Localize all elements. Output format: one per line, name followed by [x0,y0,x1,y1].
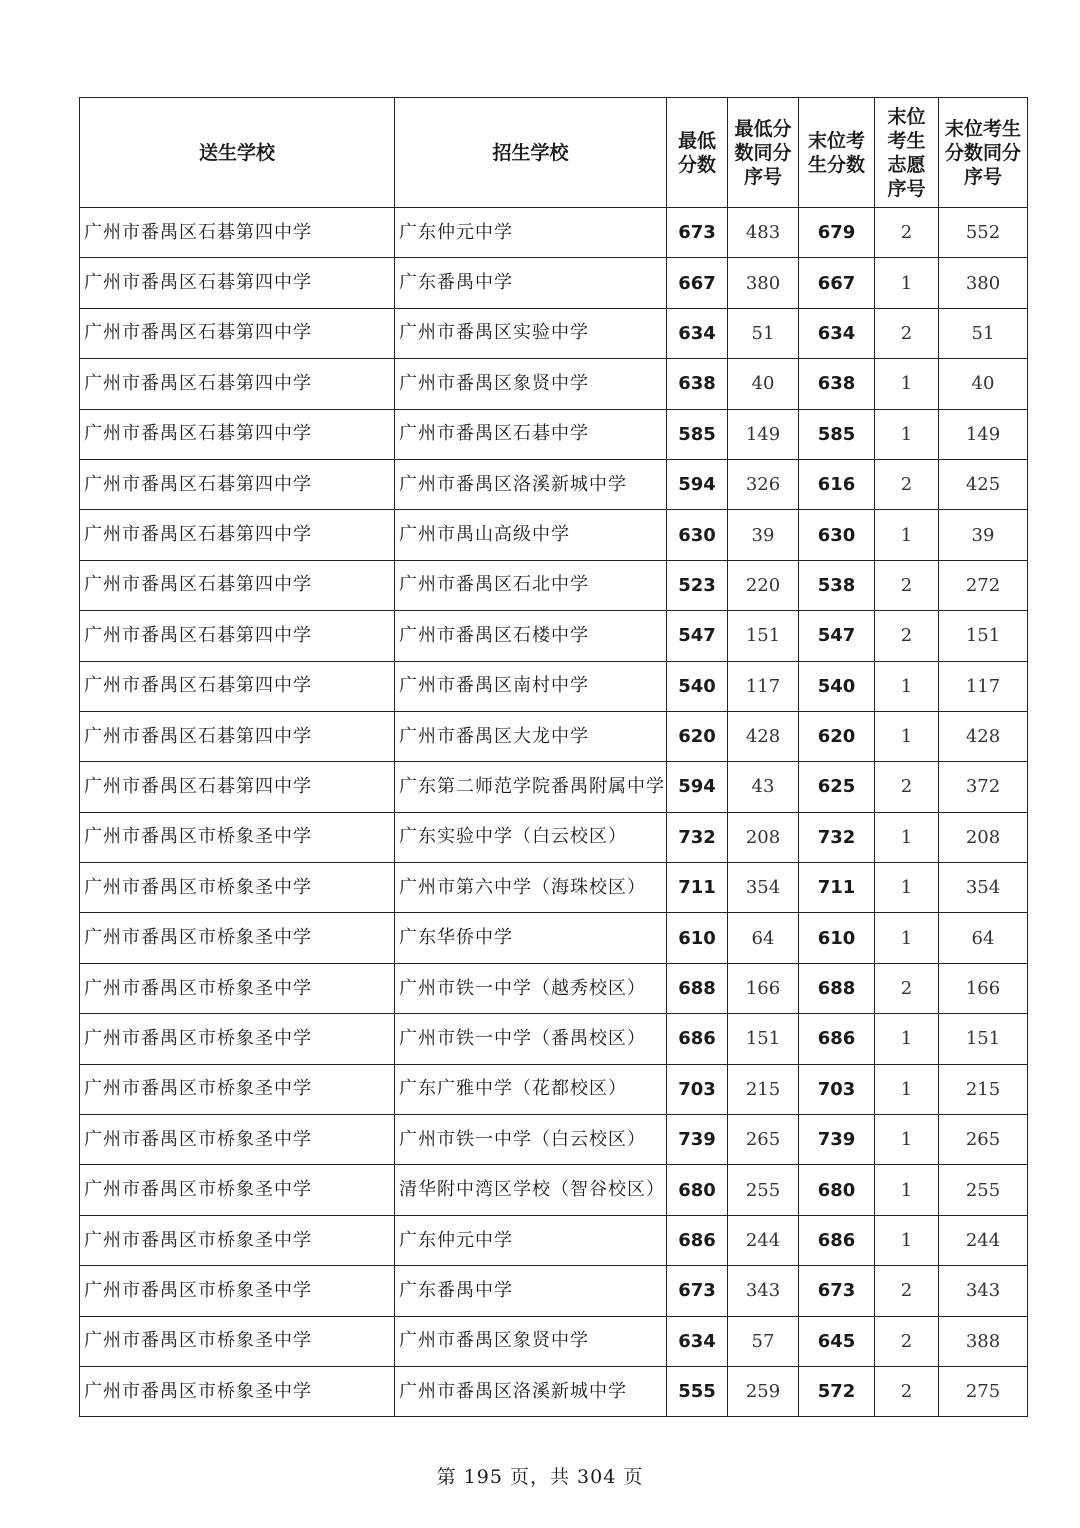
cell-last-rank: 552 [939,208,1028,258]
cell-send-school: 广州市番禺区市桥象圣中学 [80,863,395,913]
cell-last-score: 540 [799,661,875,711]
cell-last-score: 739 [799,1115,875,1165]
cell-last-rank: 354 [939,863,1028,913]
cell-last-score: 732 [799,812,875,862]
cell-last-score: 679 [799,208,875,258]
cell-min-score-rank: 380 [728,258,799,308]
cell-last-choice: 2 [875,963,939,1013]
cell-recruit-school: 广州市番禺区象贤中学 [395,359,667,409]
cell-last-rank: 149 [939,409,1028,459]
header-min-score: 最低 分数 [667,98,728,208]
cell-last-choice: 2 [875,1316,939,1366]
cell-last-choice: 1 [875,1215,939,1265]
cell-send-school: 广州市番禺区市桥象圣中学 [80,1014,395,1064]
cell-send-school: 广州市番禺区市桥象圣中学 [80,1215,395,1265]
cell-recruit-school: 广东仲元中学 [395,208,667,258]
cell-min-score-rank: 51 [728,308,799,358]
cell-last-score: 673 [799,1266,875,1316]
table-row [80,359,1028,409]
cell-last-score: 634 [799,308,875,358]
cell-min-score-rank: 57 [728,1316,799,1366]
cell-last-choice: 1 [875,359,939,409]
cell-min-score: 555 [667,1366,728,1416]
cell-last-rank: 244 [939,1215,1028,1265]
cell-last-rank: 372 [939,762,1028,812]
cell-last-score: 680 [799,1165,875,1215]
cell-recruit-school: 广州市禺山高级中学 [395,510,667,560]
cell-last-rank: 265 [939,1115,1028,1165]
cell-min-score-rank: 428 [728,711,799,761]
cell-min-score: 686 [667,1014,728,1064]
cell-min-score-rank: 255 [728,1165,799,1215]
cell-last-rank: 151 [939,611,1028,661]
cell-last-score: 630 [799,510,875,560]
cell-last-choice: 2 [875,1266,939,1316]
cell-last-rank: 215 [939,1064,1028,1114]
cell-last-choice: 2 [875,308,939,358]
header-last-choice: 末位 考生 志愿 序号 [875,98,939,208]
table-row [80,963,1028,1013]
cell-min-score: 673 [667,1266,728,1316]
cell-send-school: 广州市番禺区石碁第四中学 [80,359,395,409]
cell-last-choice: 1 [875,1165,939,1215]
cell-last-choice: 1 [875,711,939,761]
cell-min-score-rank: 215 [728,1064,799,1114]
cell-recruit-school: 广州市番禺区石楼中学 [395,611,667,661]
cell-min-score: 620 [667,711,728,761]
cell-last-choice: 2 [875,208,939,258]
cell-min-score-rank: 259 [728,1366,799,1416]
cell-last-choice: 1 [875,661,939,711]
cell-min-score-rank: 40 [728,359,799,409]
cell-last-score: 711 [799,863,875,913]
cell-min-score-rank: 354 [728,863,799,913]
cell-last-rank: 117 [939,661,1028,711]
cell-last-score: 547 [799,611,875,661]
header-last-score: 末位考 生分数 [799,98,875,208]
cell-send-school: 广州市番禺区市桥象圣中学 [80,1366,395,1416]
cell-last-choice: 1 [875,863,939,913]
cell-last-score: 638 [799,359,875,409]
cell-min-score: 711 [667,863,728,913]
table-row [80,812,1028,862]
cell-send-school: 广州市番禺区石碁第四中学 [80,560,395,610]
cell-recruit-school: 广州市番禺区洛溪新城中学 [395,1366,667,1416]
cell-min-score: 540 [667,661,728,711]
cell-min-score-rank: 208 [728,812,799,862]
header-send-school: 送生学校 [80,98,395,208]
cell-last-score: 703 [799,1064,875,1114]
cell-last-score: 572 [799,1366,875,1416]
cell-min-score: 547 [667,611,728,661]
cell-min-score: 667 [667,258,728,308]
header-min-score-rank: 最低分 数同分 序号 [728,98,799,208]
cell-last-score: 645 [799,1316,875,1366]
cell-min-score: 703 [667,1064,728,1114]
cell-send-school: 广州市番禺区市桥象圣中学 [80,1316,395,1366]
cell-min-score: 594 [667,459,728,509]
cell-send-school: 广州市番禺区市桥象圣中学 [80,1115,395,1165]
cell-last-score: 585 [799,409,875,459]
cell-recruit-school: 清华附中湾区学校（智谷校区） [395,1165,667,1215]
cell-last-rank: 380 [939,258,1028,308]
cell-send-school: 广州市番禺区石碁第四中学 [80,258,395,308]
cell-min-score-rank: 220 [728,560,799,610]
cell-min-score: 594 [667,762,728,812]
cell-min-score-rank: 39 [728,510,799,560]
table-row [80,762,1028,812]
table-row [80,459,1028,509]
cell-last-choice: 2 [875,1366,939,1416]
table-row [80,913,1028,963]
cell-recruit-school: 广东番禺中学 [395,258,667,308]
cell-send-school: 广州市番禺区市桥象圣中学 [80,812,395,862]
cell-send-school: 广州市番禺区石碁第四中学 [80,308,395,358]
cell-min-score: 610 [667,913,728,963]
cell-last-choice: 2 [875,560,939,610]
cell-recruit-school: 广州市番禺区实验中学 [395,308,667,358]
cell-recruit-school: 广东第二师范学院番禺附属中学 [395,762,667,812]
table-row [80,510,1028,560]
cell-recruit-school: 广州市番禺区洛溪新城中学 [395,459,667,509]
table-row [80,611,1028,661]
cell-min-score: 739 [667,1115,728,1165]
cell-send-school: 广州市番禺区市桥象圣中学 [80,913,395,963]
cell-last-score: 625 [799,762,875,812]
table-row [80,1115,1028,1165]
header-row [80,98,1028,208]
table-row [80,409,1028,459]
cell-last-rank: 388 [939,1316,1028,1366]
cell-last-choice: 1 [875,1014,939,1064]
table-row [80,1366,1028,1416]
table-row [80,1316,1028,1366]
header-recruit-school: 招生学校 [395,98,667,208]
cell-last-rank: 208 [939,812,1028,862]
cell-recruit-school: 广东广雅中学（花都校区） [395,1064,667,1114]
cell-recruit-school: 广东番禺中学 [395,1266,667,1316]
cell-min-score-rank: 326 [728,459,799,509]
table-row [80,258,1028,308]
cell-min-score-rank: 151 [728,611,799,661]
cell-last-rank: 64 [939,913,1028,963]
cell-last-rank: 51 [939,308,1028,358]
cell-last-score: 620 [799,711,875,761]
cell-send-school: 广州市番禺区石碁第四中学 [80,208,395,258]
cell-send-school: 广州市番禺区石碁第四中学 [80,661,395,711]
cell-last-score: 686 [799,1014,875,1064]
table-row [80,1064,1028,1114]
cell-recruit-school: 广东华侨中学 [395,913,667,963]
cell-last-rank: 275 [939,1366,1028,1416]
cell-min-score: 634 [667,1316,728,1366]
cell-send-school: 广州市番禺区市桥象圣中学 [80,963,395,1013]
cell-send-school: 广州市番禺区市桥象圣中学 [80,1064,395,1114]
table-row [80,1215,1028,1265]
cell-min-score-rank: 166 [728,963,799,1013]
cell-min-score: 688 [667,963,728,1013]
cell-last-score: 667 [799,258,875,308]
cell-recruit-school: 广州市铁一中学（白云校区） [395,1115,667,1165]
cell-last-choice: 1 [875,913,939,963]
header-last-rank: 末位考生 分数同分 序号 [939,98,1028,208]
cell-recruit-school: 广州市番禺区象贤中学 [395,1316,667,1366]
page-number-footer: 第 195 页，共 304 页 [436,1466,644,1488]
cell-last-rank: 343 [939,1266,1028,1316]
cell-send-school: 广州市番禺区石碁第四中学 [80,762,395,812]
table-row [80,1165,1028,1215]
cell-min-score: 630 [667,510,728,560]
cell-min-score: 634 [667,308,728,358]
cell-last-rank: 428 [939,711,1028,761]
cell-min-score: 686 [667,1215,728,1265]
cell-recruit-school: 广州市番禺区大龙中学 [395,711,667,761]
cell-last-choice: 2 [875,459,939,509]
cell-last-rank: 151 [939,1014,1028,1064]
table-row [80,711,1028,761]
table-row [80,208,1028,258]
table-row [80,1266,1028,1316]
cell-min-score-rank: 244 [728,1215,799,1265]
cell-last-rank: 255 [939,1165,1028,1215]
cell-recruit-school: 广州市番禺区石北中学 [395,560,667,610]
cell-min-score-rank: 265 [728,1115,799,1165]
cell-last-choice: 1 [875,409,939,459]
cell-recruit-school: 广州市第六中学（海珠校区） [395,863,667,913]
cell-recruit-school: 广州市番禺区南村中学 [395,661,667,711]
cell-last-rank: 272 [939,560,1028,610]
cell-last-rank: 39 [939,510,1028,560]
cell-last-choice: 1 [875,812,939,862]
cell-min-score: 673 [667,208,728,258]
cell-last-score: 688 [799,963,875,1013]
table-row [80,308,1028,358]
cell-min-score: 680 [667,1165,728,1215]
table-body [80,208,1028,1417]
cell-send-school: 广州市番禺区石碁第四中学 [80,711,395,761]
cell-recruit-school: 广东实验中学（白云校区） [395,812,667,862]
cell-last-rank: 40 [939,359,1028,409]
table-row [80,1014,1028,1064]
cell-min-score-rank: 43 [728,762,799,812]
cell-last-rank: 166 [939,963,1028,1013]
cell-recruit-school: 广州市铁一中学（番禺校区） [395,1014,667,1064]
cell-recruit-school: 广州市番禺区石碁中学 [395,409,667,459]
cell-min-score-rank: 117 [728,661,799,711]
cell-min-score-rank: 64 [728,913,799,963]
cell-min-score-rank: 343 [728,1266,799,1316]
cell-send-school: 广州市番禺区市桥象圣中学 [80,1165,395,1215]
cell-send-school: 广州市番禺区市桥象圣中学 [80,1266,395,1316]
cell-last-choice: 2 [875,611,939,661]
cell-min-score: 523 [667,560,728,610]
cell-recruit-school: 广州市铁一中学（越秀校区） [395,963,667,1013]
cell-last-choice: 1 [875,1064,939,1114]
cell-last-score: 538 [799,560,875,610]
cell-min-score: 638 [667,359,728,409]
table-row [80,661,1028,711]
cell-min-score-rank: 149 [728,409,799,459]
cell-last-score: 616 [799,459,875,509]
cell-last-choice: 1 [875,258,939,308]
cell-last-choice: 1 [875,1115,939,1165]
cell-last-choice: 2 [875,762,939,812]
cell-send-school: 广州市番禺区石碁第四中学 [80,611,395,661]
cell-last-score: 686 [799,1215,875,1265]
cell-last-choice: 1 [875,510,939,560]
cell-last-rank: 425 [939,459,1028,509]
cell-min-score: 585 [667,409,728,459]
cell-min-score-rank: 151 [728,1014,799,1064]
cell-recruit-school: 广东仲元中学 [395,1215,667,1265]
admission-score-table [79,97,1028,1417]
cell-send-school: 广州市番禺区石碁第四中学 [80,459,395,509]
cell-send-school: 广州市番禺区石碁第四中学 [80,510,395,560]
cell-last-score: 610 [799,913,875,963]
table-row [80,863,1028,913]
table-row [80,560,1028,610]
cell-send-school: 广州市番禺区石碁第四中学 [80,409,395,459]
cell-min-score: 732 [667,812,728,862]
cell-min-score-rank: 483 [728,208,799,258]
